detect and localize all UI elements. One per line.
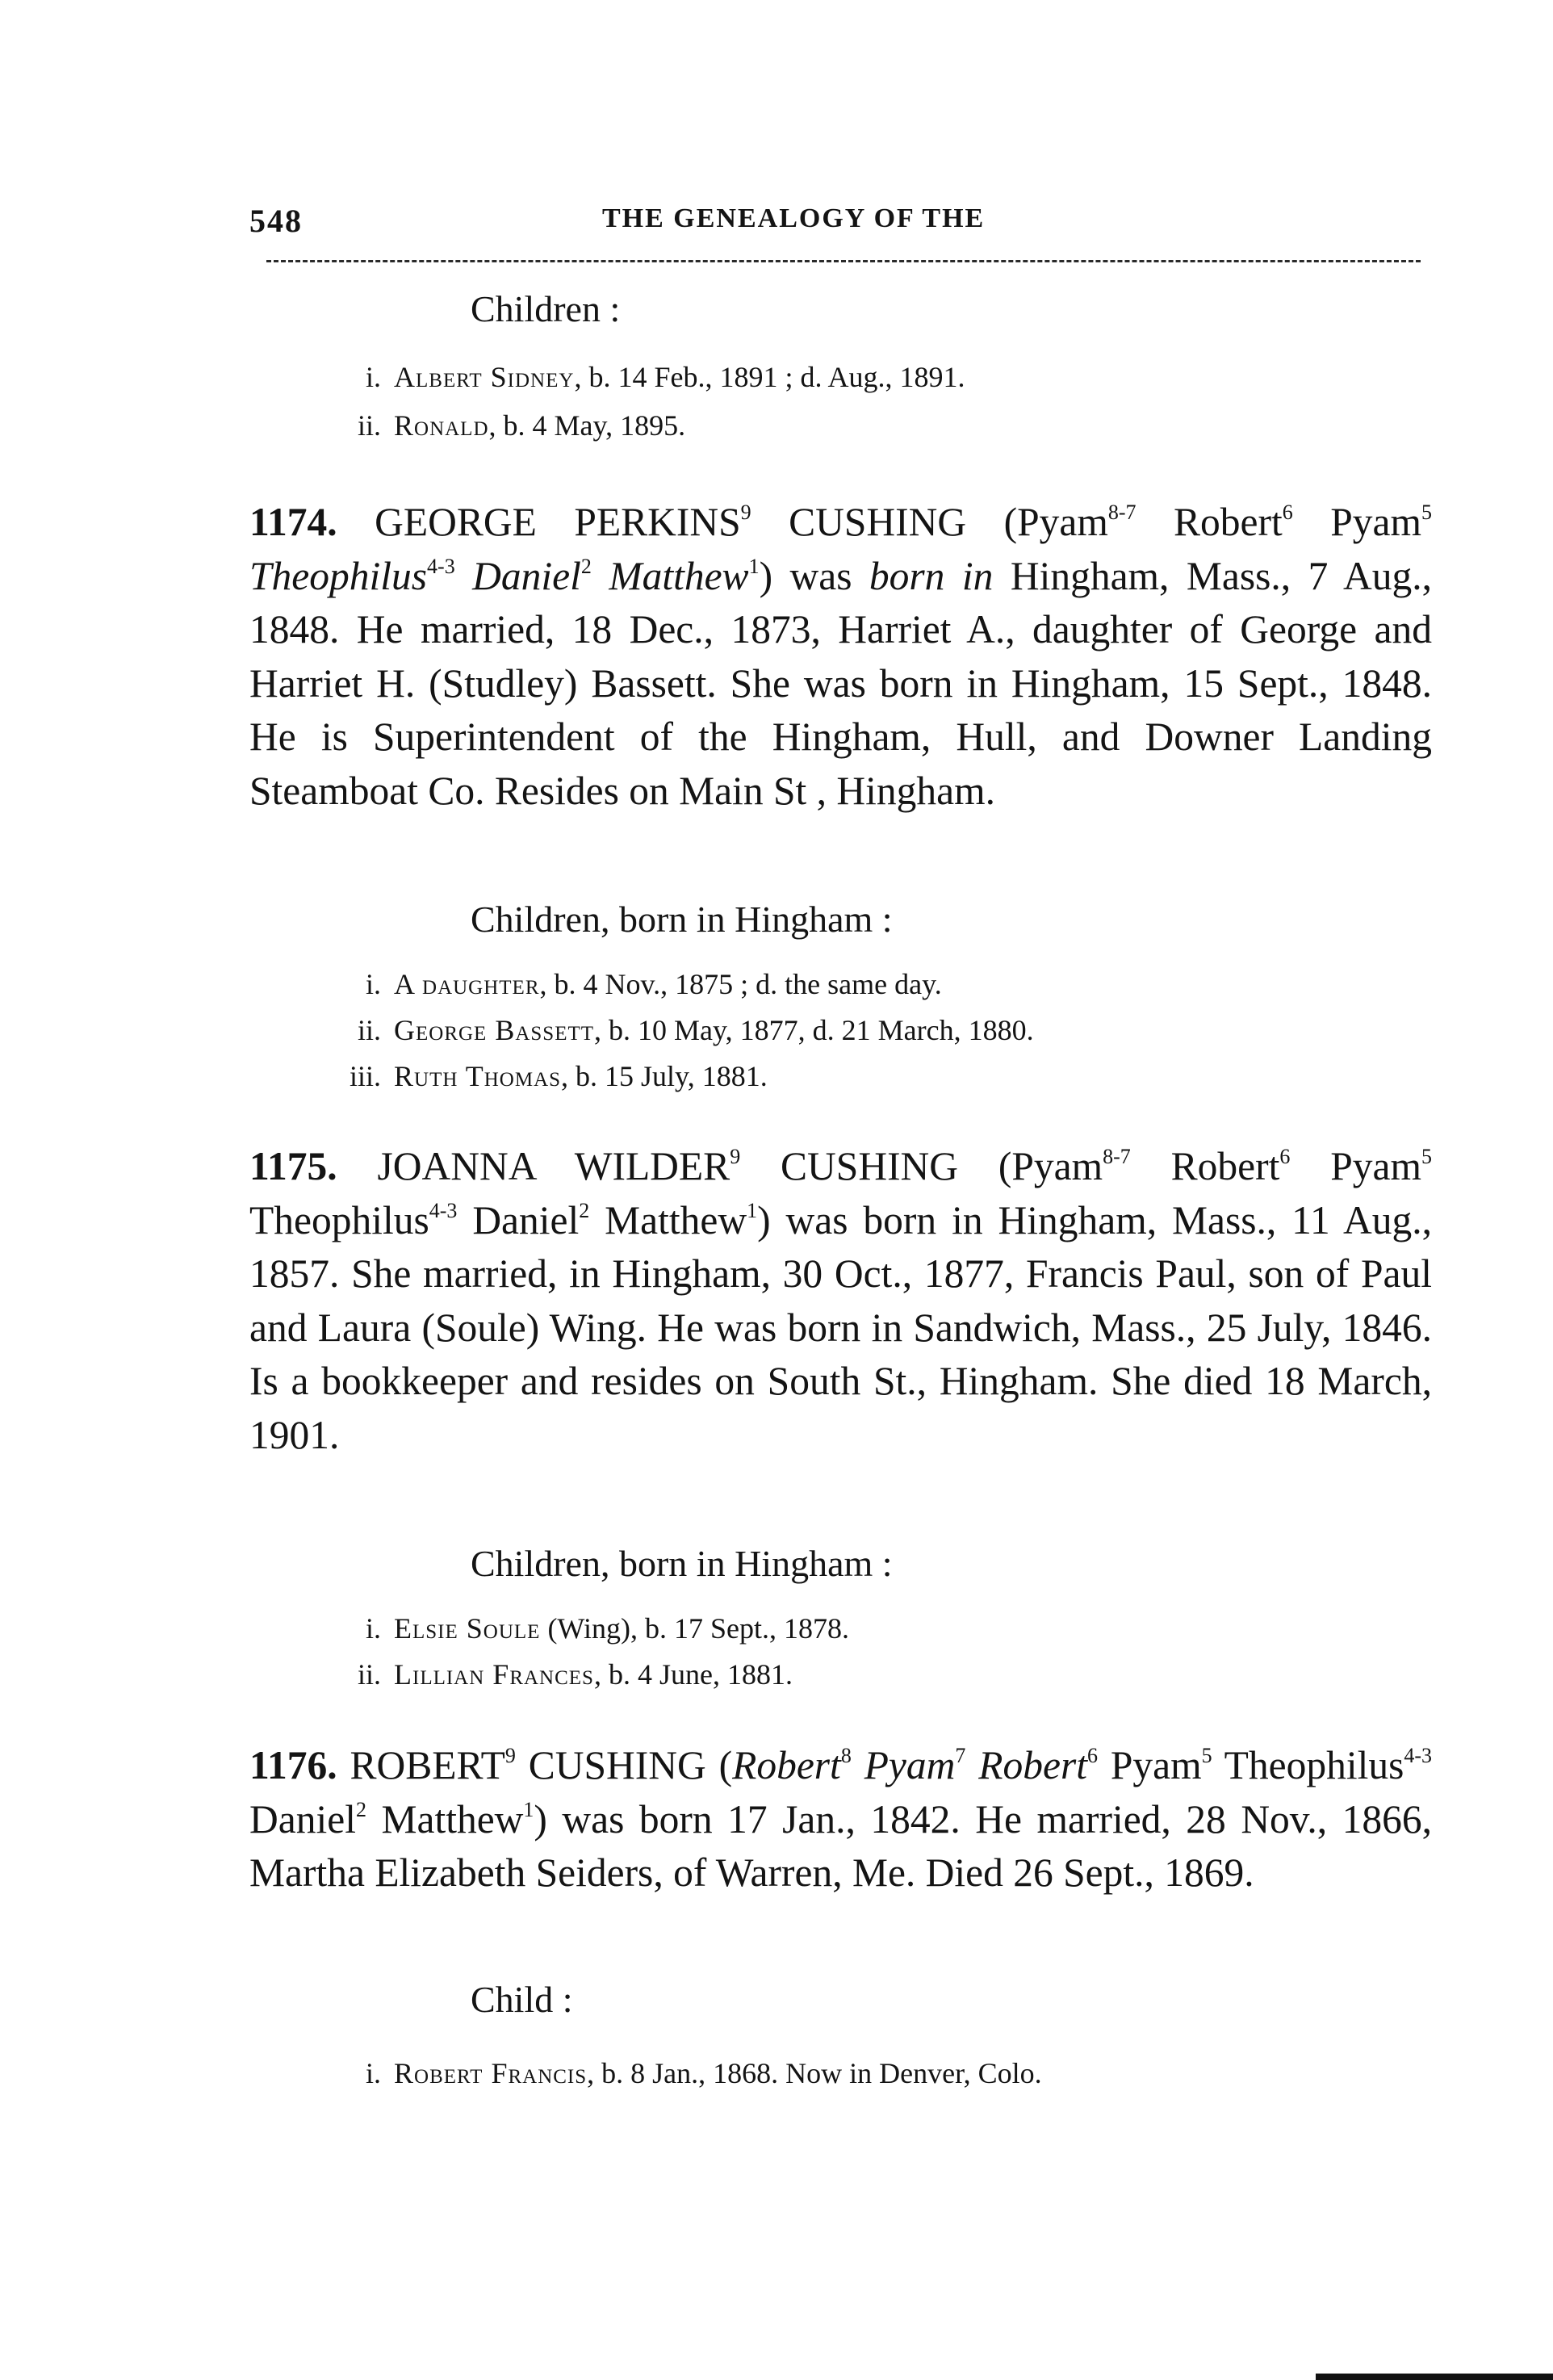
child-item	[331, 409, 685, 442]
child-item	[331, 360, 965, 394]
child-number: ii.	[357, 1014, 381, 1046]
generation-number: 9	[740, 501, 751, 524]
child-number: i.	[365, 361, 381, 393]
entry-number: 1175.	[249, 1144, 337, 1188]
child-details: , b. 4 Nov., 1875 ; d. the same day.	[539, 968, 942, 1000]
entry-name: GEORGE PERKINS	[375, 500, 741, 544]
child-details: , b. 14 Feb., 1891 ; d. Aug., 1891.	[574, 361, 965, 393]
page-number: 548	[249, 203, 303, 239]
children-heading: Children :	[471, 288, 621, 329]
child-number: i.	[365, 2057, 381, 2089]
child-item	[331, 1013, 1034, 1047]
genealogy-entry: 1174. GEORGE PERKINS$^9$ CUSHING (Pyam$^{8-7}$ Robert$^6$ Pyam$^5$ Theophilus$^{4-3}$ Daniel$^2$ Matthew$^1$) was born in Hingham, Mass., 7 Aug., 1848. He married, 18 Dec., 1873, Harriet A., daughter of George and Harriet H. (Studley) Bassett. She was born in Hingham, 15 Sept., 1848. He is Superintendent of the Hingham, Hull, and Downer Landing Steamboat Co. Resides on Main St , Hingham.	[249, 500, 1433, 813]
child-item	[331, 2056, 1042, 2090]
children-heading: Children, born in Hingham :	[471, 899, 893, 940]
child-item	[331, 1059, 768, 1093]
children-heading: Children, born in Hingham :	[471, 1543, 893, 1584]
genealogy-entry: 1176. ROBERT$^9$ CUSHING (Robert$^8$ Pyam$^7$ Robert$^6$ Pyam$^5$ Theophilus$^{4-3}$ Daniel$^2$ Matthew$^1$) was born 17 Jan., 1842. He married, 28 Nov., 1866, Martha Elizabeth Seiders, of Warren, Me. Died 26 Sept., 1869.	[249, 1743, 1433, 1895]
child-name: George Bassett	[394, 1014, 595, 1046]
entry-number: 1174.	[249, 500, 337, 544]
child-name: Ruth Thomas	[394, 1060, 562, 1092]
child-details: , b. 4 June, 1881.	[593, 1658, 793, 1691]
entry-name: JOANNA WILDER	[377, 1144, 730, 1188]
child-item	[331, 1657, 793, 1691]
child-name: A daughter	[394, 968, 540, 1000]
child-number: i.	[365, 1612, 381, 1645]
child-item	[331, 1611, 849, 1645]
running-head: THE GENEALOGY OF THE	[602, 203, 986, 233]
genealogy-entry: 1175. JOANNA WILDER$^9$ CUSHING (Pyam$^{8-7}$ Robert$^6$ Pyam$^5$ Theophilus$^{4-3}$ Daniel$^2$ Matthew$^1$) was born in Hingham, Mass., 11 Aug., 1857. She married, in Hingham, 30 Oct., 1877, Francis Paul, son of Paul and Laura (Soule) Wing. He was born in Sandwich, Mass., 25 July, 1846. Is a bookkeeper and resides on South St., Hingham. She died 18 March, 1901.	[249, 1144, 1432, 1457]
child-details: , b. 15 July, 1881.	[561, 1060, 768, 1092]
child-details: (Wing), b. 17 Sept., 1878.	[540, 1612, 849, 1645]
generation-number: 9	[730, 1145, 741, 1168]
child-number: iii.	[349, 1060, 381, 1092]
child-name: Lillian Frances	[394, 1658, 594, 1691]
child-details: , b. 10 May, 1877, d. 21 March, 1880.	[594, 1014, 1034, 1046]
child-details: , b. 8 Jan., 1868. Now in Denver, Colo.	[587, 2057, 1042, 2089]
children-heading: Child :	[471, 1979, 573, 2020]
page-edge-mark	[1316, 2374, 1553, 2380]
child-number: ii.	[357, 409, 381, 442]
child-name: Elsie Soule	[394, 1612, 541, 1645]
child-item	[331, 967, 942, 1001]
generation-number: 9	[504, 1744, 516, 1767]
page-header	[249, 202, 1432, 250]
child-details: , b. 4 May, 1895.	[488, 409, 686, 442]
child-name: Albert Sidney	[394, 361, 575, 393]
child-name: Ronald	[394, 409, 489, 442]
child-number: ii.	[357, 1658, 381, 1691]
header-divider	[266, 260, 1421, 262]
entry-name: ROBERT	[350, 1743, 505, 1787]
entry-number: 1176.	[249, 1743, 337, 1787]
child-number: i.	[365, 968, 381, 1000]
child-name: Robert Francis	[394, 2057, 588, 2089]
